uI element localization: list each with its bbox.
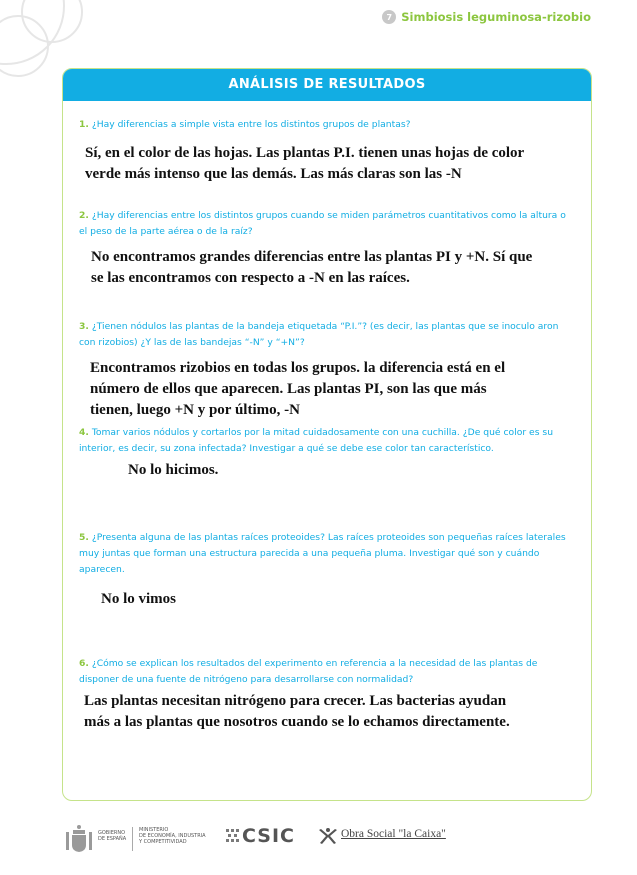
question-number: 2. — [79, 210, 89, 221]
answer-1 — [85, 143, 524, 185]
question-number: 3. — [79, 321, 89, 332]
question-3 — [79, 319, 571, 351]
answer-line: más a las plantas que nosotros cuando se lo echamos directamente. — [84, 714, 510, 730]
gobierno-label: GOBIERNO DE ESPAÑA — [98, 830, 127, 842]
question-5 — [79, 530, 571, 578]
question-6 — [79, 656, 571, 688]
answer-line: Las plantas necesitan nitrógeno para crecer. Las bacterias ayudan — [84, 693, 507, 709]
question-text: Tomar varios nódulos y cortarlos por la mitad cuidadosamente con una cuchilla. ¿De qué color es su interior, es decir, su zona infectada? Investigar a qué se debe ese color tan característico. — [79, 427, 554, 454]
answer-line: número de ellos que aparecen. Las plantas PI, son las que más — [90, 381, 487, 397]
footer-logos — [0, 815, 637, 865]
answer-line: No encontramos grandes diferencias entre las plantas PI y +N. Sí que — [91, 249, 533, 265]
answer-line: tienen, luego +N y por último, -N — [90, 402, 300, 418]
answer-line: Encontramos rizobios en todas los grupos. la diferencia está en el — [90, 360, 506, 376]
answer-2 — [91, 247, 532, 289]
answer-line: Sí, en el color de las hojas. Las plantas P.I. tienen unas hojas de color — [85, 145, 525, 161]
question-1 — [79, 117, 571, 133]
results-panel — [62, 68, 592, 801]
ministerio-label: MINISTERIO DE ECONOMÍA, INDUSTRIA Y COMPETITIVIDAD — [139, 827, 206, 845]
answer-line: No lo hicimos. — [128, 462, 219, 478]
answer-3 — [90, 358, 505, 421]
divider — [132, 827, 133, 851]
question-number: 4. — [79, 427, 89, 438]
answer-6 — [84, 691, 510, 733]
chapter-title: Simbiosis leguminosa-rizobio — [401, 10, 591, 24]
question-number: 6. — [79, 658, 89, 669]
obra-social-logo: Obra Social "la Caixa" — [341, 828, 446, 840]
question-text: ¿Hay diferencias a simple vista entre los distintos grupos de plantas? — [91, 119, 411, 130]
csic-logo: CSIC — [242, 825, 295, 847]
answer-4 — [128, 460, 218, 481]
answer-line: No lo vimos — [101, 591, 176, 607]
answer-5 — [101, 589, 176, 610]
question-number: 5. — [79, 532, 89, 543]
csic-emblem-icon — [226, 829, 240, 843]
panel-header — [62, 68, 592, 101]
panel-title: ANÁLISIS DE RESULTADOS — [228, 77, 426, 92]
answer-line: se las encontramos con respecto a -N en las raíces. — [91, 270, 410, 286]
question-text: ¿Tienen nódulos las plantas de la bandeja etiquetada “P.I.”? (es decir, las plantas que se inoculo aron con rizobios) ¿Y las de las bandejas “-N” y “+N”? — [79, 321, 559, 348]
question-text: ¿Cómo se explican los resultados del experimento en referencia a la necesidad de las plantas de disponer de una fuente de nitrógeno para desarrollarse con normalidad? — [79, 658, 538, 685]
chapter-heading — [382, 9, 591, 25]
chapter-number-badge: 7 — [382, 10, 396, 24]
question-2 — [79, 208, 571, 240]
question-number: 1. — [79, 119, 89, 130]
la-caixa-star-icon — [318, 827, 338, 845]
question-4 — [79, 425, 571, 457]
coat-of-arms-icon — [64, 824, 94, 854]
question-text: ¿Hay diferencias entre los distintos grupos cuando se miden parámetros cuantitativos como la altura o el peso de la parte aérea o de la raíz? — [79, 210, 566, 237]
answer-line: verde más intenso que las demás. Las más claras son las -N — [85, 166, 462, 182]
question-text: ¿Presenta alguna de las plantas raíces proteoides? Las raíces proteoides son pequeñas raíces laterales muy juntas que forman una estructura parecida a una pequeña pluma. Investigar qué son y cuándo aparecen. — [79, 532, 566, 575]
